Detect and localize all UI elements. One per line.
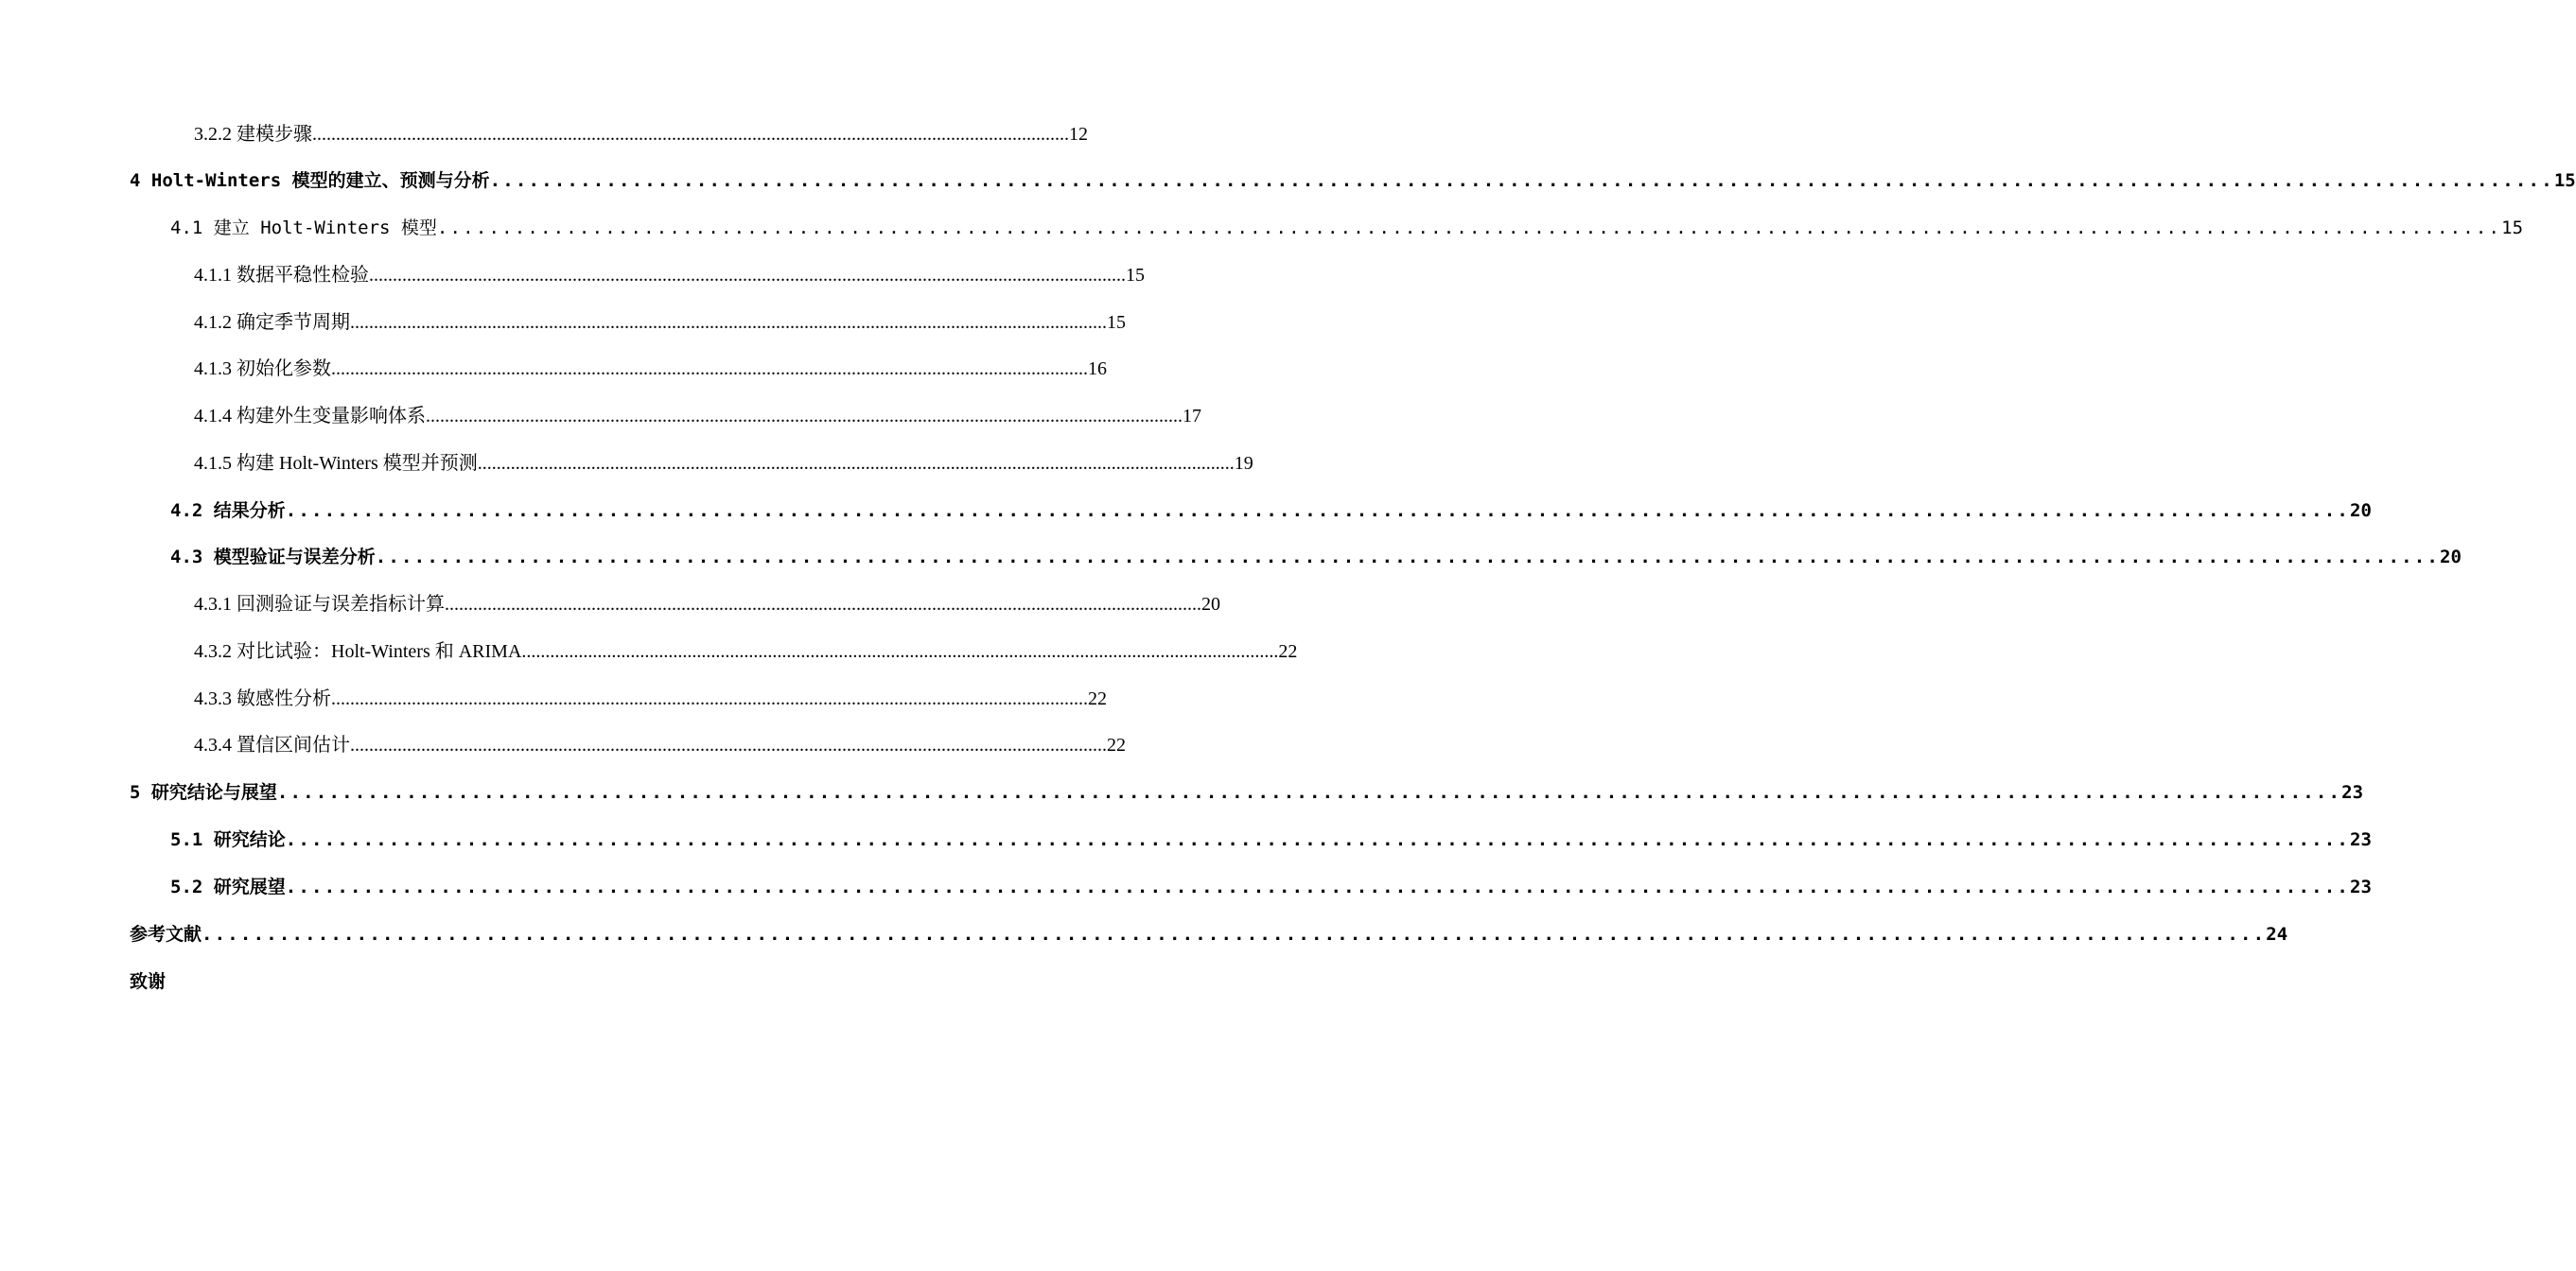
toc-entry-title: 4.1.1 数据平稳性检验: [194, 265, 369, 286]
toc-entry-title: 4.3 模型验证与误差分析: [170, 547, 376, 567]
toc-entry-4-1-1: [194, 261, 1145, 289]
dot-leader: ................................................................................................................................................................: [285, 877, 2350, 897]
dot-leader: ................................................................................................................................................................: [312, 124, 1069, 145]
toc-entry-title: 4.2 结果分析: [170, 500, 286, 521]
toc-entry-4-1-3: [194, 355, 1107, 383]
toc-entry-acknowledgements: [130, 967, 166, 996]
toc-entry-page: 22: [1107, 735, 1126, 756]
dot-leader: ................................................................................................................................................................: [426, 406, 1183, 427]
toc-entry-4-2: [170, 496, 2372, 525]
toc-entry-title: 4.3.3 敏感性分析: [194, 688, 331, 709]
toc-entry-5-1: [170, 826, 2372, 854]
toc-entry-title: 4.1.5 构建 Holt-Winters 模型并预测: [194, 453, 478, 474]
toc-entry-4-3-3: [194, 685, 1107, 713]
dot-leader: ................................................................................................................................................................: [350, 312, 1107, 333]
dot-leader: ................................................................................................................................................................: [285, 829, 2350, 850]
toc-entry-title: 4.1.4 构建外生变量影响体系: [194, 406, 426, 427]
toc-entry-title: 4.3.1 回测验证与误差指标计算: [194, 594, 445, 615]
toc-entry-page: 19: [1234, 453, 1253, 474]
toc-entry-title: 4.3.4 置信区间估计: [194, 735, 350, 756]
dot-leader: ................................................................................................................................................................: [436, 218, 2502, 238]
dot-leader: ................................................................................................................................................................: [477, 453, 1235, 474]
toc-entry-4-3-4: [194, 731, 1126, 759]
toc-entry-page: 22: [1278, 641, 1298, 662]
toc-entry-page: 15: [1126, 265, 1145, 286]
toc-entry-page: 20: [2440, 547, 2462, 567]
toc-entry-title: 3.2.2 建模步骤: [194, 124, 312, 145]
toc-entry-page: 20: [1201, 594, 1220, 615]
toc-entry-title: 参考文献: [130, 924, 202, 945]
toc-entry-page: 24: [2266, 924, 2288, 945]
toc-entry-page: 22: [1088, 688, 1107, 709]
toc-entry-title: 5.2 研究展望: [170, 877, 286, 897]
toc-entry-4-1-5: [194, 449, 1253, 478]
toc-entry-4-3-1: [194, 590, 1220, 618]
toc-entry-references: [130, 920, 2288, 949]
toc-entry-4-3-2: [194, 637, 1298, 666]
toc-entry-page: 12: [1069, 124, 1088, 145]
toc-entry-4-1-2: [194, 308, 1126, 337]
toc-entry-page: 15: [2501, 218, 2524, 238]
dot-leader: ................................................................................................................................................................: [445, 594, 1201, 615]
toc-entry-page: 23: [2350, 877, 2372, 897]
toc-entry-title: 4.3.2 对比试验：Holt-Winters 和 ARIMA: [194, 641, 522, 662]
toc-entry-title: 4.1.2 确定季节周期: [194, 312, 350, 333]
dot-leader: ................................................................................................................................................................: [369, 265, 1126, 286]
toc-entry-4-3: [170, 543, 2462, 571]
toc-entry-page: 15: [2553, 170, 2576, 191]
toc-entry-title: 5.1 研究结论: [170, 829, 286, 850]
toc-entry-title: 4.1.3 初始化参数: [194, 358, 331, 379]
toc-entry-title: 4.1 建立 Holt-Winters 模型: [170, 218, 437, 238]
dot-leader: ................................................................................................................................................................: [331, 688, 1088, 709]
toc-entry-page: 23: [2341, 782, 2364, 803]
dot-leader: ................................................................................................................................................................: [489, 170, 2554, 191]
dot-leader: ................................................................................................................................................................: [285, 500, 2350, 521]
toc-entry-page: 16: [1088, 358, 1107, 379]
dot-leader: ................................................................................................................................................................: [202, 924, 2267, 945]
dot-leader: ................................................................................................................................................................: [350, 735, 1107, 756]
dot-leader: ................................................................................................................................................................: [375, 547, 2440, 567]
toc-entry-5-2: [170, 873, 2372, 901]
toc-entry-3-2-2: [194, 120, 1088, 148]
toc-entry-chapter-5: [130, 778, 2364, 807]
toc-entry-page: 15: [1107, 312, 1126, 333]
toc-entry-page: 23: [2350, 829, 2372, 850]
toc-entry-title: 4 Holt-Winters 模型的建立、预测与分析: [130, 170, 490, 191]
toc-entry-title: 5 研究结论与展望: [130, 782, 277, 803]
dot-leader: ................................................................................................................................................................: [521, 641, 1279, 662]
toc-entry-page: 20: [2350, 500, 2372, 521]
toc-entry-chapter-4: [130, 166, 2576, 195]
toc-entry-page: 17: [1183, 406, 1201, 427]
dot-leader: ................................................................................................................................................................: [276, 782, 2342, 803]
toc-entry-4-1: [170, 214, 2524, 242]
toc-entry-title: 致谢: [130, 971, 166, 992]
toc-entry-4-1-4: [194, 402, 1201, 430]
dot-leader: ................................................................................................................................................................: [331, 358, 1088, 379]
